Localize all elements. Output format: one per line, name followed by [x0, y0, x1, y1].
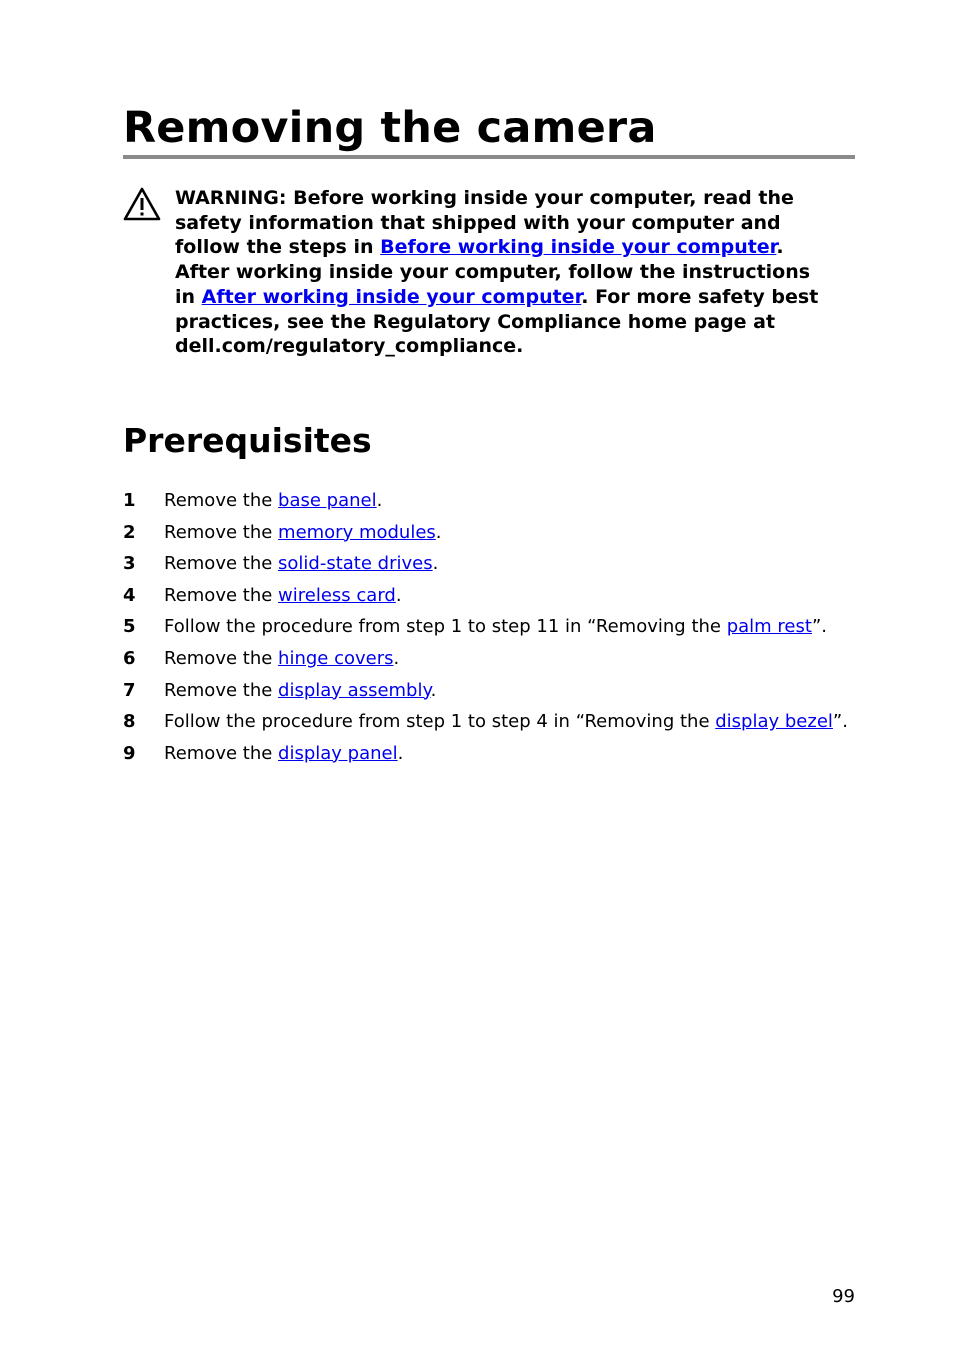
step-item: [123, 611, 863, 643]
page-title: Removing the camera: [123, 103, 657, 153]
step-text-pre: Remove the: [164, 679, 279, 701]
step-text-post: .: [376, 490, 383, 511]
step-item: [123, 643, 863, 675]
warning-text: [175, 186, 865, 359]
wireless-card-link[interactable]: wireless card: [278, 584, 396, 606]
step-item: [123, 580, 863, 612]
step-text: [164, 517, 442, 549]
step-text-pre: Remove the: [164, 584, 279, 606]
step-item: [123, 738, 863, 770]
step-text-post: ”.: [811, 616, 827, 638]
display-bezel-link[interactable]: display bezel: [715, 711, 833, 733]
step-number: 4: [123, 584, 136, 606]
step-text-post: .: [432, 553, 439, 575]
warning-line-text: in: [175, 285, 202, 308]
before-working-link[interactable]: Before working inside your computer: [380, 236, 777, 259]
step-number: 5: [123, 616, 136, 638]
step-number: 7: [123, 679, 136, 701]
step-item: [123, 706, 863, 738]
prerequisites-heading: Prerequisites: [123, 421, 372, 460]
step-text-post: .: [393, 647, 400, 669]
step-number: 2: [123, 521, 136, 543]
after-working-link[interactable]: After working inside your computer: [201, 285, 582, 308]
page-number: 99: [832, 1286, 855, 1307]
step-number: 9: [123, 742, 136, 764]
step-item: [123, 485, 863, 517]
step-text-pre: Follow the procedure from step 1 to step 11 in “Removing the: [164, 616, 727, 638]
prerequisites-list: [123, 485, 863, 769]
step-text: [164, 548, 438, 580]
warning-line: dell.com/regulatory_compliance.: [175, 335, 524, 358]
step-text: [164, 643, 399, 675]
base-panel-link[interactable]: base panel: [278, 490, 377, 511]
warning-line: safety information that shipped with your computer and: [175, 211, 781, 234]
palm-rest-link[interactable]: palm rest: [726, 616, 812, 638]
step-text-pre: Remove the: [164, 647, 279, 669]
step-text-pre: Remove the: [164, 490, 279, 511]
step-item: [123, 675, 863, 707]
title-rule: [123, 155, 855, 159]
step-text-pre: Remove the: [164, 521, 279, 543]
step-number: 6: [123, 647, 136, 669]
step-text-pre: Remove the: [164, 553, 279, 575]
step-text-post: .: [435, 521, 442, 543]
step-text: [164, 706, 848, 738]
step-text: [164, 485, 382, 517]
step-text-post: .: [430, 679, 437, 701]
display-panel-link[interactable]: display panel: [278, 742, 398, 764]
warning-line: [175, 285, 865, 310]
step-text-pre: Remove the: [164, 742, 279, 764]
step-text: [164, 611, 827, 643]
warning-line-text: .: [776, 236, 784, 259]
step-text: [164, 580, 402, 612]
warning-line-text: follow the steps in: [175, 236, 381, 259]
step-text-pre: Follow the procedure from step 1 to step 4 in “Removing the: [164, 711, 716, 733]
warning-triangle-icon: [123, 187, 161, 221]
step-text: [164, 738, 403, 770]
warning-line: After working inside your computer, follow the instructions: [175, 261, 811, 284]
solid-state-drives-link[interactable]: solid-state drives: [278, 553, 433, 575]
step-number: 3: [123, 553, 136, 575]
display-assembly-link[interactable]: display assembly: [278, 679, 431, 701]
warning-line: WARNING: Before working inside your computer, read the: [175, 187, 794, 209]
warning-line: [175, 235, 865, 260]
warning-line: practices, see the Regulatory Compliance home page at: [175, 310, 776, 333]
warning-line-text: . For more safety best: [581, 285, 819, 308]
hinge-covers-link[interactable]: hinge covers: [278, 647, 394, 669]
step-text-post: .: [395, 584, 402, 606]
step-number: 8: [123, 711, 136, 733]
memory-modules-link[interactable]: memory modules: [278, 521, 436, 543]
step-item: [123, 517, 863, 549]
step-text-post: ”.: [832, 711, 848, 733]
step-text: [164, 675, 436, 707]
step-text-post: .: [397, 742, 404, 764]
step-item: [123, 548, 863, 580]
step-number: 1: [123, 490, 136, 511]
